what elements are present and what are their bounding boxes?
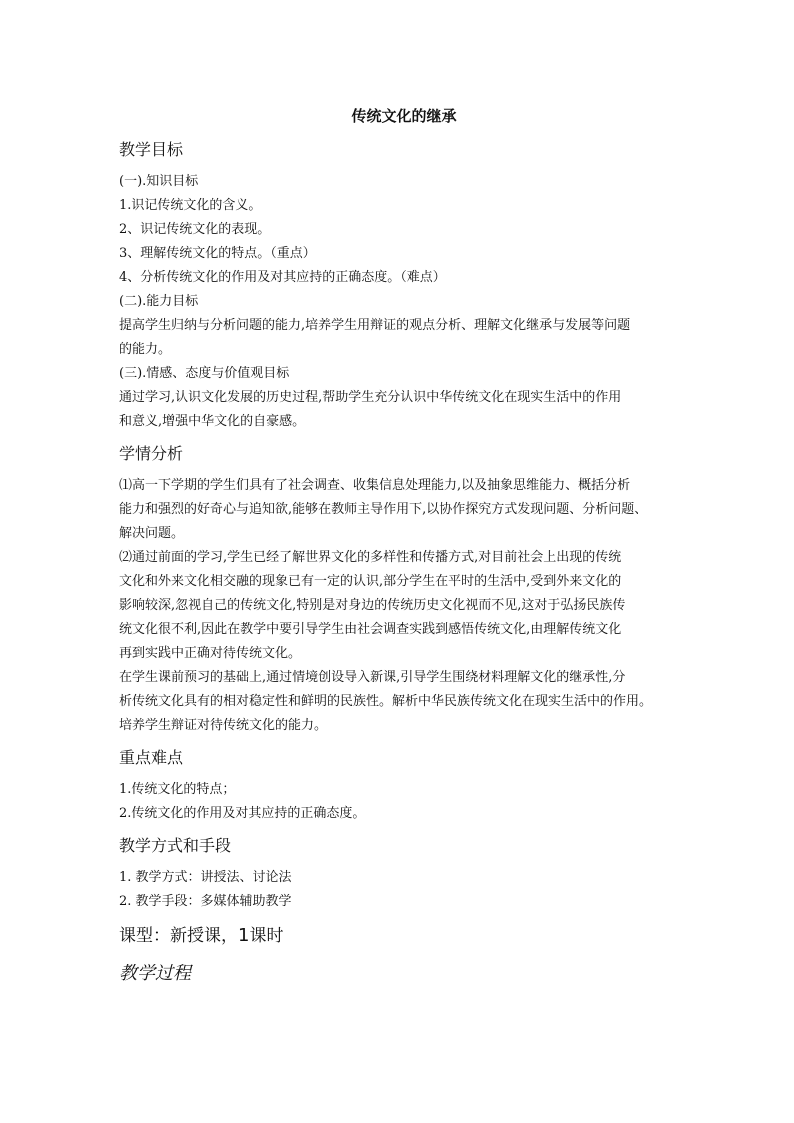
goals-line: 2、识记传统文化的表现。 <box>119 222 271 237</box>
keypoints-section <box>119 778 689 826</box>
keypoints-line: 2.传统文化的作用及对其应持的正确态度。 <box>119 806 366 821</box>
analysis-line: 影响较深,忽视自己的传统文化,特别是对身边的传统历史文化视而不见,这对于弘扬民族传 <box>119 598 626 613</box>
goals-line: 3、理解传统文化的特点。（重点） <box>119 246 316 261</box>
lesson-type-label: 课型： <box>119 926 170 946</box>
methods-line: 2. 教学手段：多媒体辅助教学 <box>119 894 292 909</box>
goals-line: 的能力。 <box>119 342 172 357</box>
section-heading-methods: 教学方式和手段 <box>119 836 232 855</box>
keypoints-line: 1.传统文化的特点； <box>119 782 236 797</box>
goals-line: 提高学生归纳与分析问题的能力,培养学生用辩证的观点分析、理解文化继承与发展等问题 <box>119 318 631 333</box>
section-heading-process: 教学过程 <box>119 963 191 984</box>
analysis-line: 培养学生辩证对待传统文化的能力。 <box>119 718 328 733</box>
goals-line: (二).能力目标 <box>119 294 199 309</box>
analysis-line: 能力和强烈的好奇心与追知欲,能够在教师主导作用下,以协作探究方式发现问题、分析问题、 <box>119 502 648 517</box>
analysis-line: 析传统文化具有的相对稳定性和鲜明的民族性。解析中华民族传统文化在现实生活中的作用。 <box>119 694 653 709</box>
analysis-line: 在学生课前预习的基础上,通过情境创设导入新课,引导学生围绕材料理解文化的继承性,分 <box>119 670 626 685</box>
analysis-line: ⑴高一下学期的学生们具有了社会调查、收集信息处理能力,以及抽象思维能力、概括分析 <box>119 478 631 493</box>
section-heading-keypoints: 重点难点 <box>119 748 184 767</box>
document-content <box>119 104 689 994</box>
goals-line: 4、分析传统文化的作用及对其应持的正确态度。（难点） <box>119 270 446 285</box>
analysis-line: 解决问题。 <box>119 526 185 541</box>
methods-line: 1. 教学方式：讲授法、讨论法 <box>119 870 292 885</box>
analysis-line: ⑵通过前面的学习,学生已经了解世界文化的多样性和传播方式,对目前社会上出现的传统 <box>119 550 622 565</box>
goals-line: (一).知识目标 <box>119 174 199 189</box>
section-heading-goals: 教学目标 <box>119 140 184 159</box>
analysis-line: 再到实践中正确对待传统文化。 <box>119 646 302 661</box>
lesson-type <box>119 922 689 950</box>
lesson-type-unit: 课时 <box>249 926 284 946</box>
goals-line: 通过学习,认识文化发展的历史过程,帮助学生充分认识中华传统文化在现实生活中的作用 <box>119 390 622 405</box>
goals-section <box>119 170 689 434</box>
lesson-type-value: 新授课， <box>170 926 238 946</box>
methods-section <box>119 866 689 914</box>
goals-line: 1.识记传统文化的含义。 <box>119 198 262 213</box>
section-heading-analysis: 学情分析 <box>119 444 184 463</box>
analysis-section <box>119 474 689 738</box>
lesson-type-count: 1 <box>238 925 250 946</box>
goals-line: 和意义,增强中华文化的自豪感。 <box>119 414 306 429</box>
analysis-line: 统文化很不利,因此在教学中要引导学生由社会调查实践到感悟传统文化,由理解传统文化 <box>119 622 622 637</box>
analysis-line: 文化和外来文化相交融的现象已有一定的认识,部分学生在平时的生活中,受到外来文化的 <box>119 574 622 589</box>
goals-line: (三).情感、态度与价值观目标 <box>119 366 290 381</box>
document-title: 传统文化的继承 <box>351 107 457 125</box>
